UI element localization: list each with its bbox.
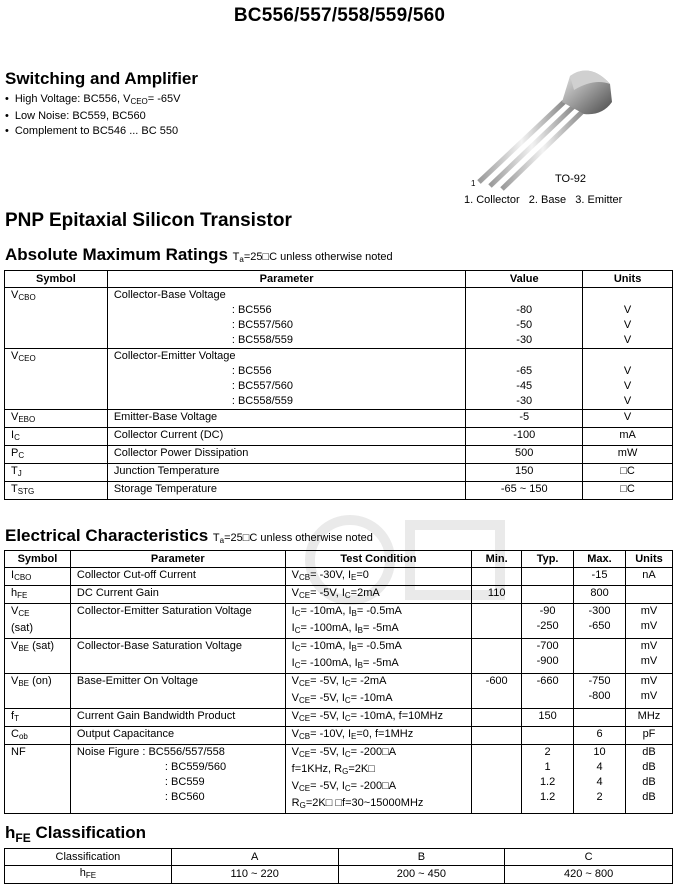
- abs-value: -65 -45 -30: [466, 349, 583, 410]
- elec-typ: [522, 568, 574, 586]
- elec-min: [472, 604, 522, 639]
- elec-min: [472, 709, 522, 727]
- elec-unit: mV mV: [625, 674, 672, 709]
- abs-row: [5, 288, 673, 349]
- hfe-class-table: [4, 848, 673, 884]
- abs-parameter: Collector Current (DC): [107, 428, 466, 446]
- abs-parameter: Collector Power Dissipation: [107, 446, 466, 464]
- elec-max: [574, 709, 626, 727]
- elec-heading-text: Electrical Characteristics: [5, 526, 209, 545]
- elec-col-header: Parameter: [70, 551, 285, 568]
- abs-unit: □C: [583, 464, 673, 482]
- elec-min: -600: [472, 674, 522, 709]
- abs-symbol: $V_{CEO}$: [5, 349, 108, 410]
- abs-unit: V V V: [583, 349, 673, 410]
- elec-parameter: Collector-Base Saturation Voltage: [70, 639, 285, 674]
- elec-typ: -90 -250: [522, 604, 574, 639]
- elec-typ: -660: [522, 674, 574, 709]
- elec-max: -300 -650: [574, 604, 626, 639]
- elec-typ: 2 1 1.2 1.2: [522, 745, 574, 814]
- abs-unit: mA: [583, 428, 673, 446]
- abs-symbol: $P_C$: [5, 446, 108, 464]
- abs-value: -65 ~ 150: [466, 482, 583, 500]
- abs-row: [5, 349, 673, 410]
- hfe-value: 110 ~ 220: [171, 866, 338, 884]
- hfe-heading: $h_{FE}$ Classification: [5, 823, 146, 845]
- elec-typ: 150: [522, 709, 574, 727]
- abs-parameter: Storage Temperature: [107, 482, 466, 500]
- elec-typ: [522, 727, 574, 745]
- elec-row: [5, 604, 673, 639]
- feature-item: • High Voltage: BC556, $V_{CEO}= -65V$: [5, 92, 181, 109]
- abs-symbol: $V_{CBO}$: [5, 288, 108, 349]
- abs-col-header: Symbol: [5, 271, 108, 288]
- abs-parameter: Collector-Emitter Voltage : BC556 : BC557/560 : BC558/559: [107, 349, 466, 410]
- elec-parameter: Collector-Emitter Saturation Voltage: [70, 604, 285, 639]
- elec-symbol: $h_{FE}$: [5, 586, 71, 604]
- elec-parameter: Current Gain Bandwidth Product: [70, 709, 285, 727]
- elec-col-header: Units: [625, 551, 672, 568]
- elec-condition: $I_C= -10mA$, $I_B= -0.5mA$ $I_C= -100mA$, $I_B= -5mA$: [285, 639, 472, 674]
- elec-symbol: $V_{CE}$ (sat): [5, 604, 71, 639]
- elec-col-header: Max.: [574, 551, 626, 568]
- abs-value: -80 -50 -30: [466, 288, 583, 349]
- abs-max-table: [4, 270, 673, 500]
- elec-unit: dB dB dB dB: [625, 745, 672, 814]
- elec-symbol: $C_{ob}$: [5, 727, 71, 745]
- elec-min: [472, 639, 522, 674]
- feature-item: • Complement to BC546 ... BC 550: [5, 124, 181, 139]
- elec-row: [5, 674, 673, 709]
- abs-value: -100: [466, 428, 583, 446]
- elec-min: [472, 568, 522, 586]
- elec-min: [472, 745, 522, 814]
- elec-max: -15: [574, 568, 626, 586]
- elec-row: [5, 586, 673, 604]
- elec-row: [5, 709, 673, 727]
- elec-condition: $V_{CB}= -10V$, $I_E=0$, f=1MHz: [285, 727, 472, 745]
- elec-condition: $V_{CE}= -5V$, $I_C=$ -200□A f=1KHz, $R_G=2K□$ $V_{CE}= -5V$, $I_C=$ -200□A $R_G=2K□$ □f=30~15000MHz: [285, 745, 472, 814]
- abs-unit: V: [583, 410, 673, 428]
- abs-parameter: Collector-Base Voltage : BC556 : BC557/560 : BC558/559: [107, 288, 466, 349]
- abs-row: [5, 482, 673, 500]
- elec-min: [472, 727, 522, 745]
- elec-unit: [625, 586, 672, 604]
- abs-col-header: Value: [466, 271, 583, 288]
- elec-condition: $V_{CE}= -5V$, $I_C= -2mA$ $V_{CE}= -5V$, $I_C= -10mA$: [285, 674, 472, 709]
- abs-row: [5, 446, 673, 464]
- elec-symbol: $f_T$: [5, 709, 71, 727]
- abs-row: [5, 428, 673, 446]
- abs-parameter: Emitter-Base Voltage: [107, 410, 466, 428]
- pin-legend: 1. Collector 2. Base 3. Emitter: [464, 194, 623, 206]
- elec-max: 6: [574, 727, 626, 745]
- abs-unit: V V V: [583, 288, 673, 349]
- elec-condition: $V_{CE}= -5V$, $I_C=2mA$: [285, 586, 472, 604]
- elec-col-header: Typ.: [522, 551, 574, 568]
- abs-value: -5: [466, 410, 583, 428]
- elec-unit: nA: [625, 568, 672, 586]
- elec-col-header: Symbol: [5, 551, 71, 568]
- elec-condition: $T_a=25□C$ unless otherwise noted: [212, 532, 373, 545]
- elec-unit: mV mV: [625, 639, 672, 674]
- abs-heading-text: Absolute Maximum Ratings: [5, 245, 228, 264]
- package-name: TO-92: [555, 173, 586, 185]
- hfe-col-header: A: [171, 849, 338, 866]
- elec-parameter: Noise Figure : BC556/557/558 : BC559/560 : BC559 : BC560: [70, 745, 285, 814]
- abs-value: 150: [466, 464, 583, 482]
- elec-symbol: NF: [5, 745, 71, 814]
- device-subtitle: PNP Epitaxial Silicon Transistor: [5, 210, 292, 231]
- elec-row: [5, 568, 673, 586]
- elec-max: [574, 639, 626, 674]
- hfe-value: 200 ~ 450: [338, 866, 505, 884]
- abs-max-heading: [5, 245, 393, 265]
- hfe-col-header: C: [505, 849, 673, 866]
- hfe-value: 420 ~ 800: [505, 866, 673, 884]
- abs-symbol: $V_{EBO}$: [5, 410, 108, 428]
- feature-list: [5, 92, 181, 139]
- elec-symbol: $V_{BE}$ (on): [5, 674, 71, 709]
- elec-typ: -700 -900: [522, 639, 574, 674]
- abs-symbol: $T_{STG}$: [5, 482, 108, 500]
- elec-row: [5, 727, 673, 745]
- pin1-label: 1: [471, 179, 476, 188]
- abs-row: [5, 464, 673, 482]
- elec-row: [5, 639, 673, 674]
- elec-row: [5, 745, 673, 814]
- elec-max: -750 -800: [574, 674, 626, 709]
- elec-parameter: Collector Cut-off Current: [70, 568, 285, 586]
- elec-max: 10 4 4 2: [574, 745, 626, 814]
- abs-row: [5, 410, 673, 428]
- elec-char-heading: [5, 526, 373, 546]
- elec-col-header: Test Condition: [285, 551, 472, 568]
- elec-min: 110: [472, 586, 522, 604]
- abs-symbol: $T_J$: [5, 464, 108, 482]
- elec-parameter: Output Capacitance: [70, 727, 285, 745]
- abs-unit: mW: [583, 446, 673, 464]
- elec-max: 800: [574, 586, 626, 604]
- abs-unit: □C: [583, 482, 673, 500]
- elec-unit: pF: [625, 727, 672, 745]
- abs-condition: $T_a=25□C$ unless otherwise noted: [232, 251, 393, 264]
- elec-unit: mV mV: [625, 604, 672, 639]
- abs-parameter: Junction Temperature: [107, 464, 466, 482]
- page-title: BC556/557/558/559/560: [233, 5, 446, 26]
- elec-char-table: [4, 550, 673, 814]
- abs-symbol: $I_C$: [5, 428, 108, 446]
- elec-parameter: DC Current Gain: [70, 586, 285, 604]
- elec-condition: $I_C= -10mA$, $I_B= -0.5mA$ $I_C= -100mA$, $I_B= -5mA$: [285, 604, 472, 639]
- hfe-col-header: Classification: [5, 849, 172, 866]
- section-heading-switching: Switching and Amplifier: [5, 69, 198, 88]
- elec-parameter: Base-Emitter On Voltage: [70, 674, 285, 709]
- abs-col-header: Parameter: [107, 271, 466, 288]
- elec-condition: $V_{CB}= -30V$, $I_E=0$: [285, 568, 472, 586]
- abs-col-header: Units: [583, 271, 673, 288]
- elec-symbol: $V_{BE}$ (sat): [5, 639, 71, 674]
- hfe-row-label: $h_{FE}$: [5, 866, 172, 884]
- feature-item: • Low Noise: BC559, BC560: [5, 109, 181, 124]
- elec-unit: MHz: [625, 709, 672, 727]
- abs-value: 500: [466, 446, 583, 464]
- elec-col-header: Min.: [472, 551, 522, 568]
- elec-condition: $V_{CE}= -5V$, $I_C= -10mA$, f=10MHz: [285, 709, 472, 727]
- hfe-col-header: B: [338, 849, 505, 866]
- elec-symbol: $I_{CBO}$: [5, 568, 71, 586]
- elec-typ: [522, 586, 574, 604]
